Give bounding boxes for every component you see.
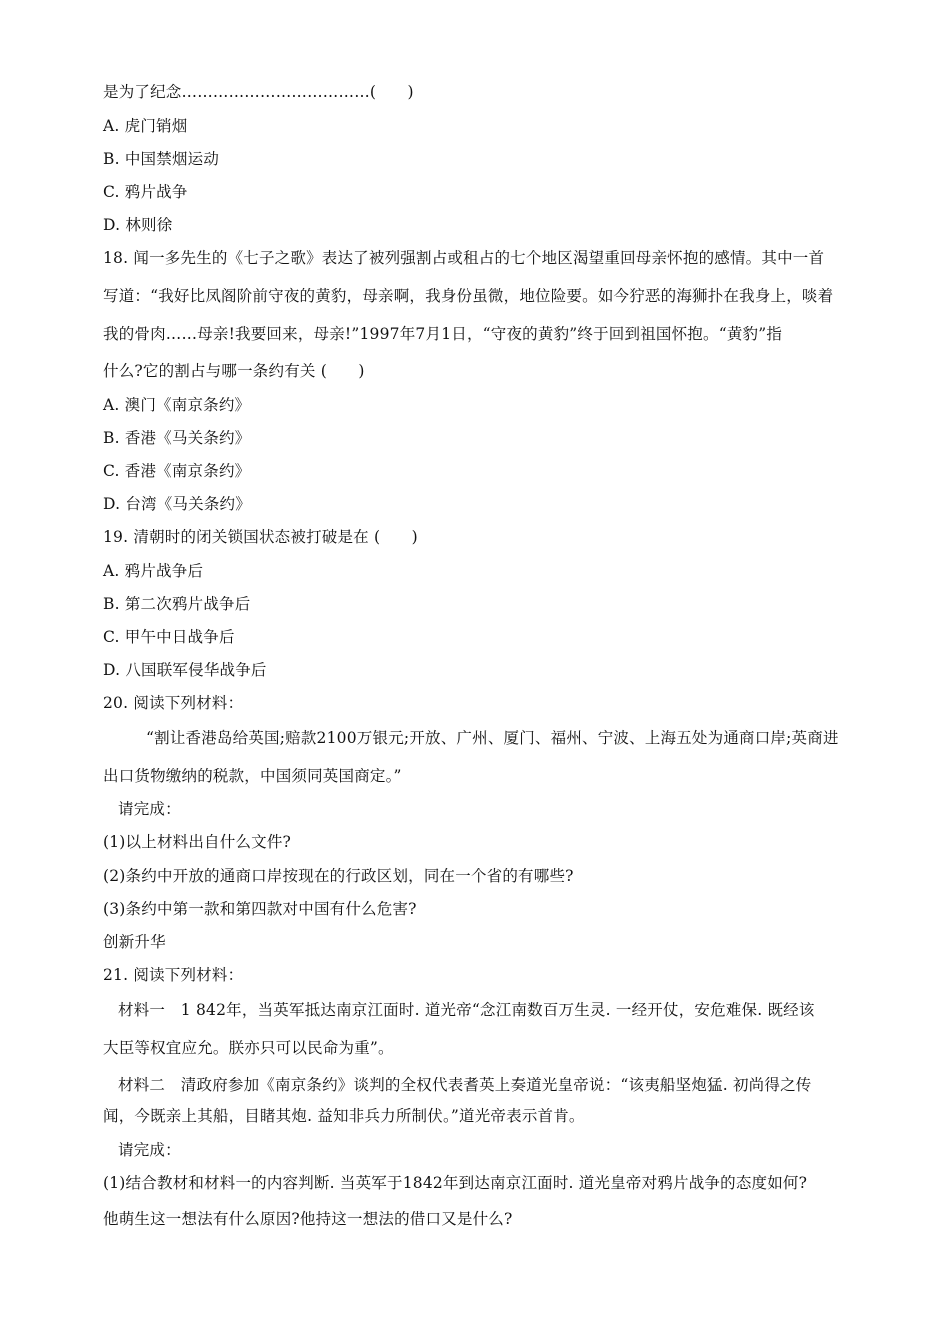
q19-stem: 19. 清朝时的闭关锁国状态被打破是在 ( ) xyxy=(103,528,418,546)
q18-stem-line-2: 写道：“我好比凤阁阶前守夜的黄豹，母亲啊，我身份虽微，地位险要。如今狞恶的海狮扑在我身上，啖着 xyxy=(103,287,834,305)
q21-material1-line-1: 材料一 1 842年，当英军抵达南京江面时. 道光帝“念江南数百万生灵. 一经开仗，安危难保. 既经该 xyxy=(118,1001,815,1019)
q17-option-a: A. 虎门销烟 xyxy=(103,117,188,135)
q18-stem-line-4: 什么?它的割占与哪一条约有关 ( ) xyxy=(103,362,365,380)
q17-option-d: D. 林则徐 xyxy=(103,216,173,234)
q20-sub-question-3: (3)条约中第一款和第四款对中国有什么危害? xyxy=(103,900,417,918)
q21-sub-question-1-line-2: 他萌生这一想法有什么原因?他持这一想法的借口又是什么? xyxy=(103,1210,513,1228)
q20-material-line-2: 出口货物缴纳的税款，中国须同英国商定。” xyxy=(103,767,402,785)
q21-material1-line-2: 大臣等权宜应允。朕亦只可以民命为重”。 xyxy=(103,1039,394,1057)
q19-option-d: D. 八国联军侵华战争后 xyxy=(103,661,267,679)
q20-sub-question-1: (1)以上材料出自什么文件? xyxy=(103,833,292,851)
q17-option-c: C. 鸦片战争 xyxy=(103,183,188,201)
q18-option-b: B. 香港《马关条约》 xyxy=(103,429,251,447)
section-title: 创新升华 xyxy=(103,933,166,951)
q19-option-c: C. 甲午中日战争后 xyxy=(103,628,235,646)
q18-option-a: A. 澳门《南京条约》 xyxy=(103,396,251,414)
q19-option-a: A. 鸦片战争后 xyxy=(103,562,204,580)
q18-stem-line-3: 我的骨肉……母亲!我要回来，母亲!”1997年7月1日，“守夜的黄豹”终于回到祖国怀抱。“黄豹”指 xyxy=(103,325,783,343)
q20-prompt: 请完成： xyxy=(118,800,181,818)
q18-stem-line-1: 18. 闻一多先生的《七子之歌》表达了被列强割占或租占的七个地区渴望重回母亲怀抱的感情。其中一首 xyxy=(103,249,825,267)
q20-material-line-1: “割让香港岛给英国;赔款2100万银元;开放、广州、厦门、福州、宁波、上海五处为通商口岸;英商进 xyxy=(146,729,839,747)
q17-stem: 是为了纪念………………………………( ) xyxy=(103,83,414,101)
q18-option-c: C. 香港《南京条约》 xyxy=(103,462,251,480)
q21-prompt: 请完成： xyxy=(118,1141,181,1159)
q21-material2-line-2: 闻，今既亲上其船，目睹其炮. 益知非兵力所制伏。”道光帝表示首肯。 xyxy=(103,1107,585,1125)
q21-sub-question-1-line-1: (1)结合教材和材料一的内容判断. 当英军于1842年到达南京江面时. 道光皇帝对鸦片战争的态度如何? xyxy=(103,1174,808,1192)
q18-option-d: D. 台湾《马关条约》 xyxy=(103,495,251,513)
q21-material2-line-1: 材料二 清政府参加《南京条约》谈判的全权代表耆英上奏道光皇帝说：“该夷船坚炮猛. 初尚得之传 xyxy=(118,1076,812,1094)
q20-stem: 20. 阅读下列材料： xyxy=(103,694,244,712)
q20-sub-question-2: (2)条约中开放的通商口岸按现在的行政区划，同在一个省的有哪些? xyxy=(103,867,574,885)
q21-stem: 21. 阅读下列材料： xyxy=(103,966,244,984)
q17-option-b: B. 中国禁烟运动 xyxy=(103,150,220,168)
q19-option-b: B. 第二次鸦片战争后 xyxy=(103,595,251,613)
